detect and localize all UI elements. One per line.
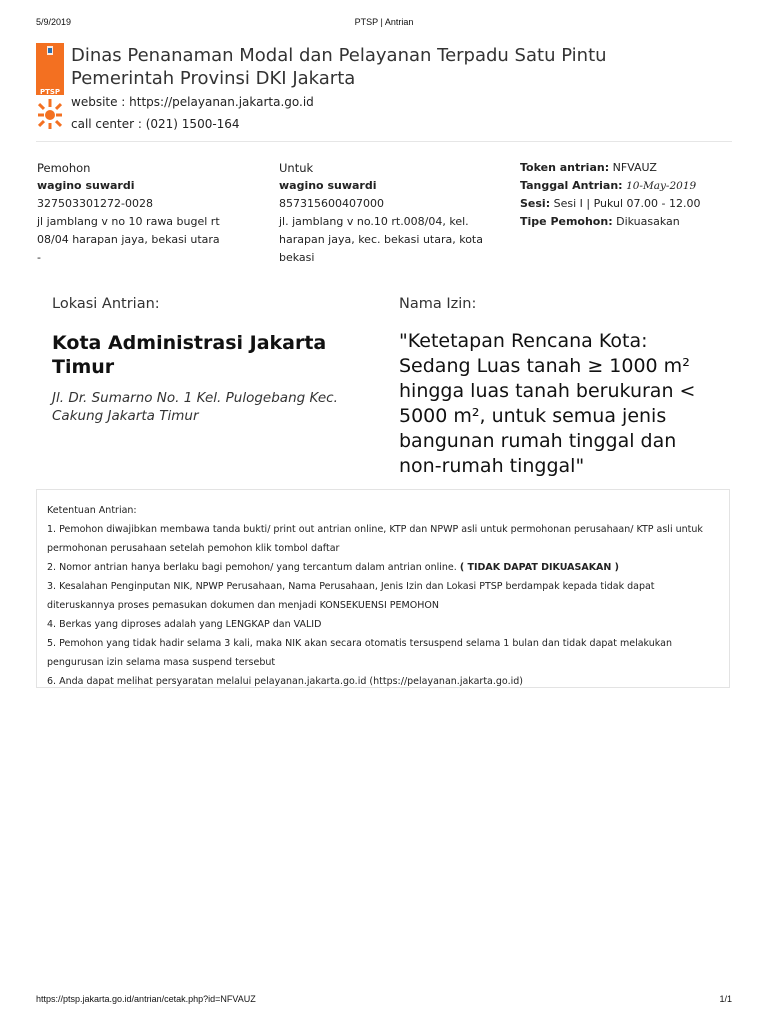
lokasi-name-line1: Kota Administrasi Jakarta — [52, 332, 327, 354]
ketentuan-box — [36, 489, 730, 688]
pemohon-address-line2: 08/04 harapan jaya, bekasi utara — [37, 233, 220, 246]
rule-4: 4. Berkas yang diproses adalah yang LENGKAP dan VALID — [47, 619, 322, 630]
rule-5a: 5. Pemohon yang tidak hadir selama 3 kali, maka NIK akan secara otomatis tersuspend selama 1 bulan dan tidak dapat melakukan — [47, 638, 672, 649]
pemohon-name: wagino suwardi — [37, 179, 135, 192]
agency-title — [71, 44, 711, 90]
tipe-value: Dikuasakan — [616, 215, 680, 228]
sesi-row — [520, 195, 735, 213]
rule-2 — [47, 558, 719, 577]
date-row — [520, 177, 735, 195]
date-label: Tanggal Antrian: — [520, 179, 623, 192]
lokasi-address-line1: Jl. Dr. Sumarno No. 1 Kel. Pulogebang Kec. — [52, 390, 338, 406]
rule-2-bold: ( TIDAK DAPAT DIKUASAKAN ) — [459, 562, 620, 573]
logo-text: PTSP — [39, 88, 61, 96]
ptsp-logo-icon — [36, 43, 64, 129]
izin-label: Nama Izin: — [399, 296, 477, 312]
pemohon-nik: 327503301272-0028 — [37, 197, 153, 210]
agency-title-line1: Dinas Penanaman Modal dan Pelayanan Terpadu Satu Pintu — [71, 45, 607, 66]
lokasi-address-line2: Cakung Jakarta Timur — [52, 408, 199, 424]
rule-1b: permohonan perusahaan setelah pemohon klik tombol daftar — [47, 543, 340, 554]
izin-line3: hingga luas tanah berukuran < — [399, 380, 696, 402]
lokasi-name-line2: Timur — [52, 356, 115, 378]
call-center-text: call center : (021) 1500-164 — [71, 117, 240, 131]
izin-name — [399, 329, 719, 479]
rule-1a: 1. Pemohon diwajibkan membawa tanda bukti/ print out antrian online, KTP dan NPWP asli untuk permohonan perusahaan/ KTP asli untuk — [47, 524, 703, 535]
pemohon-address-line3: - — [37, 251, 41, 264]
pemohon-label: Pemohon — [37, 161, 91, 175]
ketentuan-title: Ketentuan Antrian: — [47, 505, 137, 516]
izin-line4: 5000 m², untuk semua jenis — [399, 405, 667, 427]
print-url: https://ptsp.jakarta.go.id/antrian/cetak.php?id=NFVAUZ — [36, 994, 256, 1004]
print-title: PTSP | Antrian — [354, 17, 414, 27]
untuk-address-line1: jl. jamblang v no.10 rt.008/04, kel. — [279, 215, 469, 228]
izin-line1: "Ketetapan Rencana Kota: — [399, 330, 648, 352]
untuk-address-line2: harapan jaya, kec. bekasi utara, kota — [279, 233, 483, 246]
pemohon-address-line1: jl jamblang v no 10 rawa bugel rt — [37, 215, 220, 228]
untuk-nik: 857315600407000 — [279, 197, 384, 210]
rule-3a: 3. Kesalahan Penginputan NIK, NPWP Perusahaan, Nama Perusahaan, Jenis Izin dan Lokasi PTSP berdampak kepada tidak dapat — [47, 581, 655, 592]
untuk-label: Untuk — [279, 161, 314, 175]
rule-5b: pengurusan izin selama masa suspend tersebut — [47, 657, 276, 668]
rule-6: 6. Anda dapat melihat persyaratan melalui pelayanan.jakarta.go.id (https://pelayanan.jakarta.go.id) — [47, 676, 523, 687]
agency-title-line2: Pemerintah Provinsi DKI Jakarta — [71, 68, 356, 89]
rule-3b: diteruskannya proses pemasukan dokumen dan menjadi KONSEKUENSI PEMOHON — [47, 600, 439, 611]
token-value: NFVAUZ — [612, 161, 657, 174]
print-date: 5/9/2019 — [36, 17, 72, 27]
tipe-label: Tipe Pemohon: — [520, 215, 613, 228]
rule-2-text: 2. Nomor antrian hanya berlaku bagi pemohon/ yang tercantum dalam antrian online. — [47, 562, 457, 573]
token-row — [520, 159, 735, 177]
izin-line5: bangunan rumah tinggal dan — [399, 430, 677, 452]
untuk-section — [279, 159, 504, 267]
divider — [36, 141, 732, 142]
izin-line6: non-rumah tinggal" — [399, 455, 585, 477]
lokasi-address — [52, 389, 362, 425]
pemohon-section — [37, 159, 252, 267]
print-page-number: 1/1 — [719, 994, 732, 1004]
izin-line2: Sedang Luas tanah ≥ 1000 m² — [399, 355, 690, 377]
tipe-row — [520, 213, 735, 231]
lokasi-name — [52, 331, 352, 379]
sesi-value: Sesi I | Pukul 07.00 - 12.00 — [553, 197, 701, 210]
website-text: website : https://pelayanan.jakarta.go.id — [71, 95, 314, 109]
untuk-name: wagino suwardi — [279, 179, 377, 192]
token-section — [520, 159, 735, 231]
lokasi-label: Lokasi Antrian: — [52, 296, 160, 312]
sesi-label: Sesi: — [520, 197, 551, 210]
token-label: Token antrian: — [520, 161, 610, 174]
date-value: 10-May-2019 — [626, 180, 697, 192]
untuk-address-line3: bekasi — [279, 251, 315, 264]
